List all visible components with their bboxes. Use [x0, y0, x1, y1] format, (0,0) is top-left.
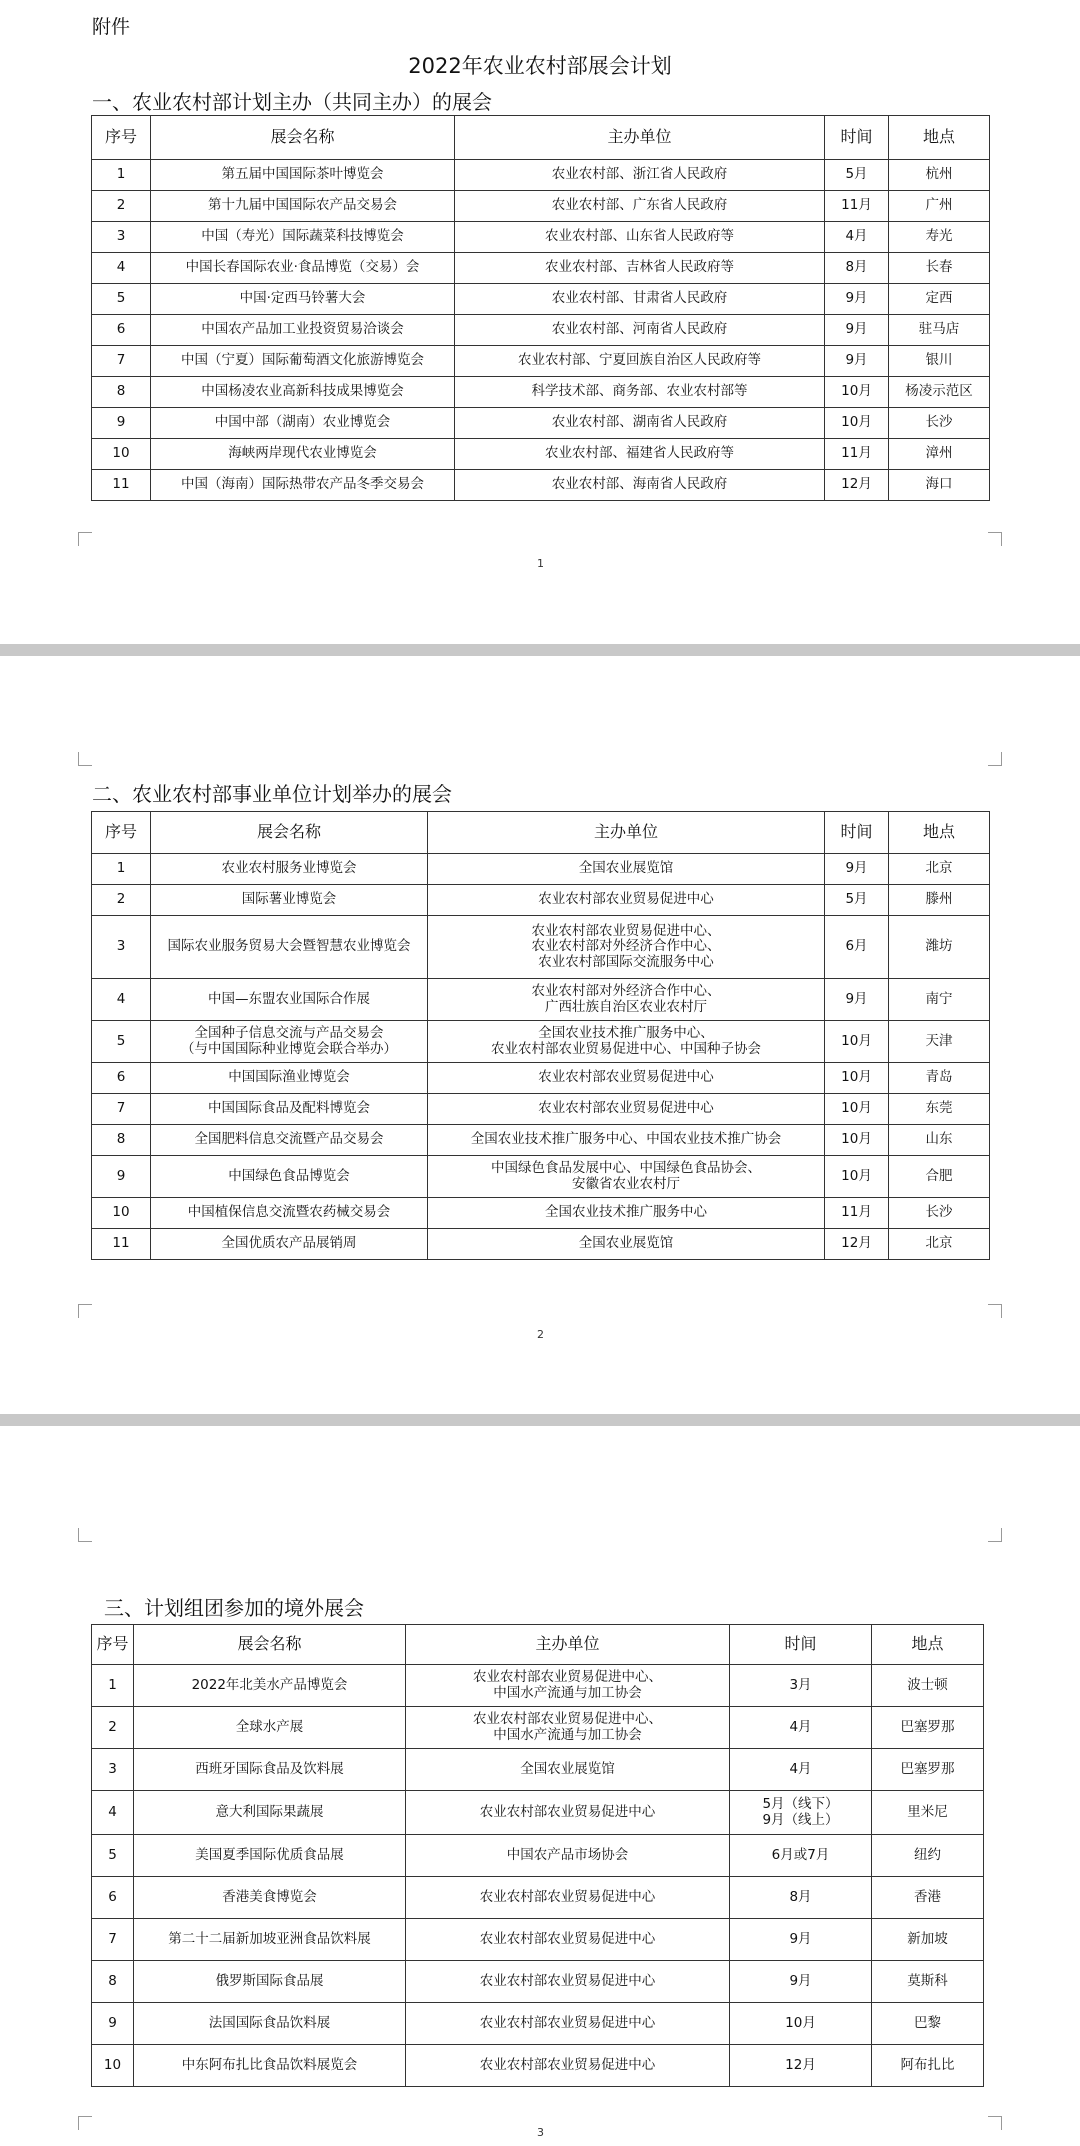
table-row	[92, 470, 990, 501]
cell-no: 10	[92, 1198, 151, 1229]
cell-time: 10月	[825, 1021, 889, 1063]
cell-name: 法国国际食品饮料展	[134, 2003, 406, 2045]
cell-time: 4月	[730, 1707, 872, 1749]
cell-no: 3	[92, 222, 151, 253]
cell-name: 意大利国际果蔬展	[134, 1791, 406, 1835]
document-title: 2022年农业农村部展会计划	[408, 54, 672, 78]
cell-time: 8月	[825, 253, 889, 284]
cell-no: 8	[92, 1961, 134, 2003]
table-row	[92, 222, 990, 253]
cell-place: 里米尼	[872, 1791, 984, 1835]
header-no: 序号	[92, 1625, 134, 1665]
cell-place: 广州	[889, 191, 990, 222]
table-row	[92, 916, 990, 979]
cell-org: 农业农村部农业贸易促进中心	[428, 1094, 825, 1125]
corner-mark	[78, 2116, 92, 2130]
table-row	[92, 1961, 984, 2003]
table-row	[92, 1094, 990, 1125]
cell-org: 农业农村部农业贸易促进中心	[406, 1791, 730, 1835]
cell-place: 天津	[889, 1021, 990, 1063]
table-row	[92, 979, 990, 1021]
cell-name: 全球水产展	[134, 1707, 406, 1749]
cell-org: 农业农村部农业贸易促进中心	[428, 885, 825, 916]
table-row	[92, 1707, 984, 1749]
section-2-title: 二、农业农村部事业单位计划举办的展会	[92, 782, 452, 806]
cell-time: 11月	[825, 191, 889, 222]
cell-time: 10月	[730, 2003, 872, 2045]
header-org: 主办单位	[406, 1625, 730, 1665]
cell-org: 农业农村部、浙江省人民政府	[455, 160, 825, 191]
cell-name: 全国优质农产品展销周	[151, 1229, 428, 1260]
cell-name: 中国长春国际农业·食品博览（交易）会	[151, 253, 455, 284]
cell-time: 9月	[825, 979, 889, 1021]
page-number: 3	[537, 2126, 544, 2139]
cell-place: 莫斯科	[872, 1961, 984, 2003]
cell-place: 香港	[872, 1877, 984, 1919]
cell-org: 农业农村部、福建省人民政府等	[455, 439, 825, 470]
cell-place: 合肥	[889, 1156, 990, 1198]
cell-org: 农业农村部农业贸易促进中心	[406, 2003, 730, 2045]
table-row	[92, 1749, 984, 1791]
page-separator-1	[0, 644, 1080, 656]
table-row	[92, 439, 990, 470]
cell-name: 中国—东盟农业国际合作展	[151, 979, 428, 1021]
cell-name: 2022年北美水产品博览会	[134, 1665, 406, 1707]
corner-mark	[78, 752, 92, 766]
cell-time: 12月	[825, 470, 889, 501]
cell-org: 中国绿色食品发展中心、中国绿色食品协会、 安徽省农业农村厅	[428, 1156, 825, 1198]
cell-time: 4月	[825, 222, 889, 253]
cell-place: 长沙	[889, 1198, 990, 1229]
cell-no: 4	[92, 1791, 134, 1835]
cell-time: 9月	[825, 315, 889, 346]
cell-place: 巴黎	[872, 2003, 984, 2045]
corner-mark	[988, 532, 1002, 546]
cell-no: 9	[92, 408, 151, 439]
cell-org: 农业农村部、湖南省人民政府	[455, 408, 825, 439]
cell-name: 中国植保信息交流暨农药械交易会	[151, 1198, 428, 1229]
cell-no: 3	[92, 1749, 134, 1791]
cell-org: 全国农业展览馆	[428, 854, 825, 885]
page-1	[0, 0, 1080, 644]
cell-no: 5	[92, 1835, 134, 1877]
cell-org: 农业农村部、广东省人民政府	[455, 191, 825, 222]
cell-time: 6月或7月	[730, 1835, 872, 1877]
cell-name: 第十九届中国国际农产品交易会	[151, 191, 455, 222]
attachment-label: 附件	[92, 16, 131, 38]
cell-org: 农业农村部、宁夏回族自治区人民政府等	[455, 346, 825, 377]
cell-name: 中国中部（湖南）农业博览会	[151, 408, 455, 439]
cell-no: 5	[92, 284, 151, 315]
cell-no: 6	[92, 1877, 134, 1919]
table-row	[92, 2045, 984, 2087]
cell-place: 长春	[889, 253, 990, 284]
table-row	[92, 854, 990, 885]
table-row	[92, 1198, 990, 1229]
cell-no: 7	[92, 1094, 151, 1125]
cell-time: 10月	[825, 377, 889, 408]
cell-org: 全国农业技术推广服务中心、中国农业技术推广协会	[428, 1125, 825, 1156]
cell-name: 香港美食博览会	[134, 1877, 406, 1919]
table-row	[92, 160, 990, 191]
header-name: 展会名称	[134, 1625, 406, 1665]
cell-place: 巴塞罗那	[872, 1707, 984, 1749]
corner-mark	[988, 1528, 1002, 1542]
cell-org: 科学技术部、商务部、农业农村部等	[455, 377, 825, 408]
cell-name: 全国种子信息交流与产品交易会 （与中国国际种业博览会联合举办）	[151, 1021, 428, 1063]
table-row	[92, 1156, 990, 1198]
cell-time: 10月	[825, 1094, 889, 1125]
cell-place: 漳州	[889, 439, 990, 470]
cell-org: 农业农村部、甘肃省人民政府	[455, 284, 825, 315]
cell-time: 9月	[825, 346, 889, 377]
cell-name: 中国农产品加工业投资贸易洽谈会	[151, 315, 455, 346]
header-no: 序号	[92, 116, 151, 160]
table-row	[92, 1665, 984, 1707]
cell-time: 5月	[825, 160, 889, 191]
cell-org: 农业农村部农业贸易促进中心	[406, 2045, 730, 2087]
cell-org: 农业农村部对外经济合作中心、 广西壮族自治区农业农村厅	[428, 979, 825, 1021]
cell-name: 中国杨凌农业高新科技成果博览会	[151, 377, 455, 408]
cell-place: 东莞	[889, 1094, 990, 1125]
cell-name: 俄罗斯国际食品展	[134, 1961, 406, 2003]
cell-no: 10	[92, 2045, 134, 2087]
table-row	[92, 1021, 990, 1063]
header-time: 时间	[730, 1625, 872, 1665]
cell-place: 北京	[889, 854, 990, 885]
header-name: 展会名称	[151, 812, 428, 854]
cell-org: 农业农村部、吉林省人民政府等	[455, 253, 825, 284]
cell-name: 中国国际渔业博览会	[151, 1063, 428, 1094]
corner-mark	[988, 2116, 1002, 2130]
table-row	[92, 1835, 984, 1877]
cell-place: 山东	[889, 1125, 990, 1156]
page-number: 1	[537, 557, 544, 570]
cell-no: 8	[92, 1125, 151, 1156]
cell-time: 6月	[825, 916, 889, 979]
cell-time: 4月	[730, 1749, 872, 1791]
cell-org: 农业农村部农业贸易促进中心	[406, 1877, 730, 1919]
table-row	[92, 1877, 984, 1919]
table-row	[92, 191, 990, 222]
cell-no: 1	[92, 854, 151, 885]
page-2	[0, 656, 1080, 1414]
cell-org: 农业农村部农业贸易促进中心、 农业农村部对外经济合作中心、 农业农村部国际交流服务中心	[428, 916, 825, 979]
cell-place: 寿光	[889, 222, 990, 253]
cell-no: 5	[92, 1021, 151, 1063]
cell-no: 11	[92, 1229, 151, 1260]
cell-no: 8	[92, 377, 151, 408]
corner-mark	[78, 1304, 92, 1318]
cell-time: 12月	[730, 2045, 872, 2087]
table-row	[92, 253, 990, 284]
cell-place: 滕州	[889, 885, 990, 916]
cell-org: 农业农村部农业贸易促进中心、 中国水产流通与加工协会	[406, 1707, 730, 1749]
cell-place: 南宁	[889, 979, 990, 1021]
cell-org: 农业农村部农业贸易促进中心、 中国水产流通与加工协会	[406, 1665, 730, 1707]
cell-place: 定西	[889, 284, 990, 315]
section-3-title: 三、计划组团参加的境外展会	[104, 1596, 364, 1620]
header-org: 主办单位	[455, 116, 825, 160]
cell-no: 1	[92, 160, 151, 191]
table-row	[92, 315, 990, 346]
cell-org: 农业农村部农业贸易促进中心	[428, 1063, 825, 1094]
page-separator-2	[0, 1414, 1080, 1426]
cell-time: 10月	[825, 1063, 889, 1094]
header-place: 地点	[889, 116, 990, 160]
cell-time: 9月	[825, 284, 889, 315]
cell-no: 9	[92, 1156, 151, 1198]
cell-org: 农业农村部、山东省人民政府等	[455, 222, 825, 253]
cell-org: 农业农村部农业贸易促进中心	[406, 1919, 730, 1961]
cell-time: 10月	[825, 408, 889, 439]
cell-place: 潍坊	[889, 916, 990, 979]
cell-org: 中国农产品市场协会	[406, 1835, 730, 1877]
cell-no: 1	[92, 1665, 134, 1707]
cell-time: 5月（线下） 9月（线上）	[730, 1791, 872, 1835]
cell-name: 全国肥料信息交流暨产品交易会	[151, 1125, 428, 1156]
corner-mark	[78, 1528, 92, 1542]
cell-no: 6	[92, 315, 151, 346]
cell-time: 10月	[825, 1156, 889, 1198]
cell-time: 5月	[825, 885, 889, 916]
page-number: 2	[537, 1328, 544, 1341]
cell-no: 2	[92, 191, 151, 222]
table-row	[92, 2003, 984, 2045]
cell-org: 农业农村部、海南省人民政府	[455, 470, 825, 501]
cell-place: 杨凌示范区	[889, 377, 990, 408]
cell-name: 中东阿布扎比食品饮料展览会	[134, 2045, 406, 2087]
cell-name: 国际农业服务贸易大会暨智慧农业博览会	[151, 916, 428, 979]
corner-mark	[78, 532, 92, 546]
cell-name: 中国（寿光）国际蔬菜科技博览会	[151, 222, 455, 253]
cell-place: 银川	[889, 346, 990, 377]
cell-name: 第二十二届新加坡亚洲食品饮料展	[134, 1919, 406, 1961]
cell-place: 杭州	[889, 160, 990, 191]
cell-no: 7	[92, 346, 151, 377]
cell-name: 第五届中国国际茶叶博览会	[151, 160, 455, 191]
header-time: 时间	[825, 116, 889, 160]
table-row	[92, 1063, 990, 1094]
cell-org: 全国农业展览馆	[428, 1229, 825, 1260]
table-row	[92, 284, 990, 315]
section-3-table	[91, 1624, 984, 2087]
cell-place: 阿布扎比	[872, 2045, 984, 2087]
cell-place: 新加坡	[872, 1919, 984, 1961]
cell-org: 全国农业技术推广服务中心	[428, 1198, 825, 1229]
cell-place: 海口	[889, 470, 990, 501]
cell-org: 全国农业展览馆	[406, 1749, 730, 1791]
cell-time: 9月	[825, 854, 889, 885]
header-no: 序号	[92, 812, 151, 854]
cell-org: 全国农业技术推广服务中心、 农业农村部农业贸易促进中心、中国种子协会	[428, 1021, 825, 1063]
section-1-table	[91, 115, 990, 501]
cell-time: 9月	[730, 1961, 872, 2003]
cell-no: 4	[92, 979, 151, 1021]
header-org: 主办单位	[428, 812, 825, 854]
section-1-title: 一、农业农村部计划主办（共同主办）的展会	[92, 90, 492, 114]
cell-no: 10	[92, 439, 151, 470]
cell-place: 波士顿	[872, 1665, 984, 1707]
cell-time: 3月	[730, 1665, 872, 1707]
cell-name: 海峡两岸现代农业博览会	[151, 439, 455, 470]
cell-name: 中国（海南）国际热带农产品冬季交易会	[151, 470, 455, 501]
header-time: 时间	[825, 812, 889, 854]
table-row	[92, 1229, 990, 1260]
page-3	[0, 1426, 1080, 2146]
cell-name: 国际薯业博览会	[151, 885, 428, 916]
cell-place: 长沙	[889, 408, 990, 439]
cell-time: 10月	[825, 1125, 889, 1156]
cell-no: 7	[92, 1919, 134, 1961]
cell-name: 美国夏季国际优质食品展	[134, 1835, 406, 1877]
cell-place: 北京	[889, 1229, 990, 1260]
section-2-table	[91, 811, 990, 1260]
cell-no: 6	[92, 1063, 151, 1094]
table-row	[92, 1791, 984, 1835]
cell-name: 西班牙国际食品及饮料展	[134, 1749, 406, 1791]
cell-org: 农业农村部、河南省人民政府	[455, 315, 825, 346]
cell-time: 8月	[730, 1877, 872, 1919]
cell-time: 12月	[825, 1229, 889, 1260]
table-row	[92, 1919, 984, 1961]
cell-no: 9	[92, 2003, 134, 2045]
header-place: 地点	[889, 812, 990, 854]
cell-no: 3	[92, 916, 151, 979]
cell-place: 巴塞罗那	[872, 1749, 984, 1791]
cell-no: 11	[92, 470, 151, 501]
cell-place: 纽约	[872, 1835, 984, 1877]
cell-time: 9月	[730, 1919, 872, 1961]
cell-no: 4	[92, 253, 151, 284]
header-place: 地点	[872, 1625, 984, 1665]
corner-mark	[988, 752, 1002, 766]
table-row	[92, 346, 990, 377]
header-name: 展会名称	[151, 116, 455, 160]
cell-name: 中国国际食品及配料博览会	[151, 1094, 428, 1125]
cell-place: 驻马店	[889, 315, 990, 346]
table-row	[92, 377, 990, 408]
cell-no: 2	[92, 885, 151, 916]
cell-name: 中国·定西马铃薯大会	[151, 284, 455, 315]
cell-place: 青岛	[889, 1063, 990, 1094]
cell-org: 农业农村部农业贸易促进中心	[406, 1961, 730, 2003]
table-row	[92, 408, 990, 439]
cell-no: 2	[92, 1707, 134, 1749]
cell-time: 11月	[825, 1198, 889, 1229]
cell-name: 农业农村服务业博览会	[151, 854, 428, 885]
cell-time: 11月	[825, 439, 889, 470]
table-row	[92, 1125, 990, 1156]
cell-name: 中国（宁夏）国际葡萄酒文化旅游博览会	[151, 346, 455, 377]
cell-name: 中国绿色食品博览会	[151, 1156, 428, 1198]
table-row	[92, 885, 990, 916]
corner-mark	[988, 1304, 1002, 1318]
